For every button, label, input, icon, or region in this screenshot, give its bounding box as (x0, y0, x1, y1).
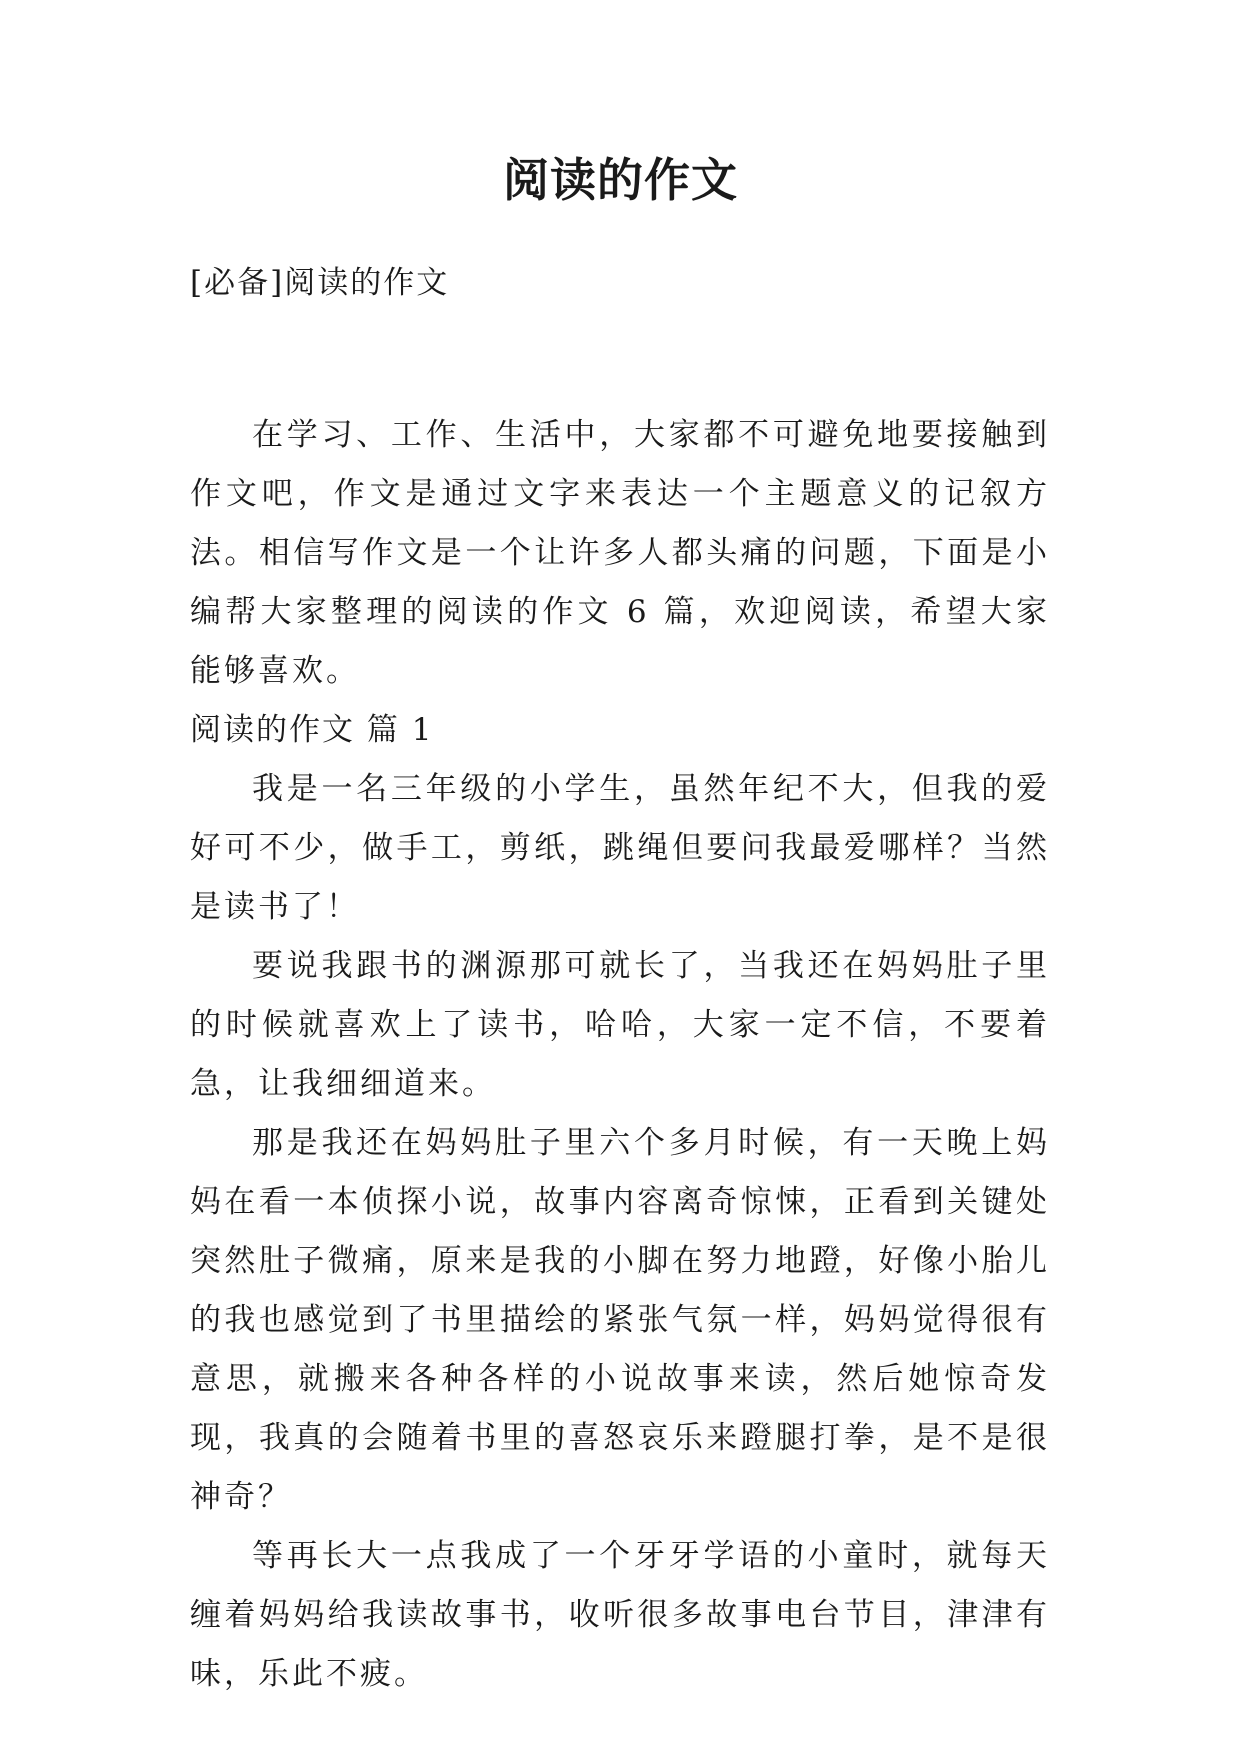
body-paragraph: 我是一名三年级的小学生，虽然年纪不大，但我的爱好可不少，做手工，剪纸，跳绳但要问我最爱哪样？当然是读书了！ (190, 771, 1050, 925)
body-paragraph: 那是我还在妈妈肚子里六个多月时候，有一天晚上妈妈在看一本侦探小说，故事内容离奇惊悚，正看到关键处突然肚子微痛，原来是我的小脚在努力地蹬，好像小胎儿的我也感觉到了书里描绘的紧张气氛一样，妈妈觉得很有意思，就搬来各种各样的小说故事来读，然后她惊奇发现，我真的会随着书里的喜怒哀乐来蹬腿打拳，是不是很神奇？ (190, 1125, 1050, 1515)
section-heading: 阅读的作文 篇 1 (190, 712, 434, 748)
body-paragraph: 等再长大一点我成了一个牙牙学语的小童时，就每天缠着妈妈给我读故事书，收听很多故事电台节目，津津有味，乐此不疲。 (190, 1538, 1050, 1692)
document-title: 阅读的作文 (503, 153, 738, 207)
body-paragraph: 要说我跟书的渊源那可就长了，当我还在妈妈肚子里的时候就喜欢上了读书，哈哈，大家一定不信，不要着急，让我细细道来。 (190, 948, 1050, 1102)
document-body (190, 406, 1050, 1704)
document-subtitle: [必备]阅读的作文 (190, 265, 450, 301)
intro-paragraph: 在学习、工作、生活中，大家都不可避免地要接触到作文吧，作文是通过文字来表达一个主题意义的记叙方法。相信写作文是一个让许多人都头痛的问题，下面是小编帮大家整理的阅读的作文 6 篇，欢迎阅读，希望大家能够喜欢。 (190, 417, 1050, 689)
